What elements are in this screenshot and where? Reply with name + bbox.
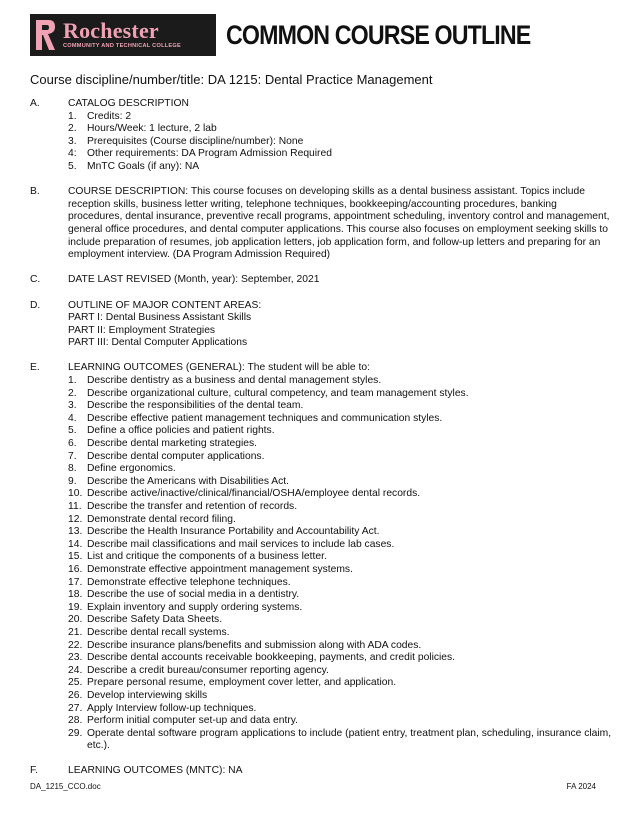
section-letter: A. [30,98,40,109]
outcome-text: Operate dental software program applications to include (patient entry, treatment plan, scheduling, insurance claim, etc.). [87,727,612,752]
outcome-item [68,640,612,653]
footer-filename: DA_1215_CCO.doc [30,782,101,791]
outcome-number: 28. [68,715,83,727]
outcome-text: List and critique the components of a business letter. [87,551,327,563]
footer-term: FA 2024 [566,782,596,791]
outcome-text: Describe dental recall systems. [87,626,230,638]
outcome-text: Apply Interview follow-up techniques. [87,702,257,714]
section-letter: E. [30,362,40,374]
list-item: 5. MnTC Goals (if any): NA [68,160,200,172]
page-header [30,14,580,56]
outcome-number: 13. [68,526,83,538]
section-letter: D. [30,299,41,311]
outcome-number: 27. [68,702,83,714]
outcome-item [68,488,612,501]
outcome-item [68,602,612,615]
logo-emblem-icon [30,14,60,56]
outcome-text: Describe mail classifications and mail services to include lab cases. [87,538,395,550]
outcome-number: 1. [68,375,77,387]
outcome-text: Describe active/inactive/clinical/financial/OSHA/employee dental records. [87,488,421,500]
outcome-number: 15. [68,551,83,563]
logo-subtitle: COMMUNITY AND TECHNICAL COLLEGE [63,43,181,49]
outcome-text: Describe organizational culture, cultural competency, and team management styles. [87,387,469,399]
section-letter: B. [30,186,40,198]
outcome-text: Prepare personal resume, employment cover letter, and application. [87,677,397,689]
outcome-number: 22. [68,639,83,651]
catalog-list [68,111,612,174]
outcome-text: Describe the transfer and retention of records. [87,501,298,512]
outcome-item [68,551,612,564]
outcome-number: 19. [68,601,83,613]
outcome-number: 16. [68,563,83,575]
section-letter: C. [30,274,41,286]
outcome-text: Demonstrate effective appointment management systems. [87,563,353,575]
outcome-item [68,665,612,678]
outcome-number: 29. [68,727,83,739]
outcome-text: Describe the Americans with Disabilities Act. [87,475,290,487]
outcome-item [68,614,612,627]
mntc-outcomes: LEARNING OUTCOMES (MNTC): NA [68,765,243,777]
learning-outcomes-list [68,375,612,753]
date-last-revised: DATE LAST REVISED (Month, year): September, 2021 [68,274,320,286]
outcome-item [68,589,612,602]
outcome-text: Describe dentistry as a business and dental management styles. [87,375,382,387]
section-title: OUTLINE OF MAJOR CONTENT AREAS: [68,299,262,311]
outcome-item [68,577,612,590]
outcome-item [68,514,612,527]
list-item: 3. Prerequisites (Course discipline/number): None [68,135,304,147]
outcome-item [68,501,612,514]
outcome-text: Describe dental marketing strategies. [87,438,257,450]
outcome-item [68,375,612,388]
outcome-item [68,476,612,489]
content-part: PART II: Employment Strategies [68,324,216,336]
outcome-item [68,539,612,552]
outcome-item [68,564,612,577]
outline-body [30,98,612,791]
outcome-number: 23. [68,652,83,664]
outcome-text: Describe a credit bureau/consumer reporting agency. [87,664,329,676]
outcome-text: Develop interviewing skills [87,689,208,701]
section-d [30,300,612,350]
course-description: COURSE DESCRIPTION: This course focuses on developing skills as a dental business assistant. Topics include reception skills, business letter writing, telephone techniques, bookkeeping/accounting procedures, banking procedures, dental insurance, preventive recall programs, appointment scheduling, inventory control and management, general office procedures, and dental computer applications. This course also focuses on employment seeking skills to include preparation of resumes, job application letters, job application form, and follow-up letters and preparing for an employment interview. (DA Program Admission Required) [68,186,610,261]
section-e [30,362,612,752]
outcome-number: 11. [68,501,82,512]
outcome-number: 7. [68,450,77,462]
outcome-item [68,400,612,413]
document-title: COMMON COURSE OUTLINE [226,19,531,50]
outcome-number: 10. [68,488,83,500]
list-item: 4: Other requirements: DA Program Admission Required [68,148,332,160]
outcome-item [68,703,612,716]
college-logo [30,14,216,56]
outcome-item [68,690,612,703]
outcome-number: 2. [68,387,77,399]
outcome-number: 4. [68,412,77,424]
outcome-item [68,463,612,476]
outcome-item [68,438,612,451]
outcome-item [68,677,612,690]
outcome-item [68,627,612,640]
logo-name: Rochester [63,18,159,43]
outcome-item [68,526,612,539]
section-title: CATALOG DESCRIPTION [68,98,189,109]
outcome-number: 8. [68,463,77,475]
section-b [30,186,612,262]
outcome-text: Define ergonomics. [87,463,176,475]
outcome-number: 17. [68,576,83,588]
outcome-text: Describe dental accounts receivable bookkeeping, payments, and credit policies. [87,652,456,664]
list-item: 2. Hours/Week: 1 lecture, 2 lab [68,123,217,135]
outcome-number: 25. [68,677,83,689]
outcome-number: 12. [68,513,83,525]
outcome-number: 20. [68,614,83,626]
outcome-text: Perform initial computer set-up and data entry. [87,715,298,727]
outcome-item [68,425,612,438]
content-part: PART III: Dental Computer Applications [68,337,248,349]
outcome-number: 21. [68,626,83,638]
list-item: 1. Credits: 2 [68,110,132,122]
outcome-text: Describe the use of social media in a dentistry. [87,589,300,601]
section-title: LEARNING OUTCOMES (GENERAL): The student will be able to: [68,362,370,374]
outcome-text: Describe the responsibilities of the dental team. [87,400,304,412]
outcome-item [68,728,612,753]
outcome-text: Explain inventory and supply ordering systems. [87,601,303,613]
outcome-number: 5. [68,425,77,437]
section-a [30,98,612,174]
outcome-text: Describe the Health Insurance Portability and Accountability Act. [87,526,380,538]
outcome-text: Demonstrate dental record filing. [87,513,236,525]
outcome-text: Describe insurance plans/benefits and submission along with ADA codes. [87,639,422,651]
section-letter: F. [30,765,39,777]
outcome-text: Demonstrate effective telephone techniques. [87,576,291,588]
outcome-number: 26. [68,689,83,701]
outcome-text: Describe dental computer applications. [87,450,265,462]
outcome-item [68,413,612,426]
outcome-text: Describe effective patient management techniques and communication styles. [87,412,443,424]
outcome-number: 9. [68,475,77,487]
content-part: PART I: Dental Business Assistant Skills [68,312,252,324]
logo-text [60,14,216,56]
outcome-number: 24. [68,664,83,676]
outcome-item [68,451,612,464]
outcome-text: Describe Safety Data Sheets. [87,614,223,626]
outcome-number: 3. [68,400,77,412]
outcome-item [68,652,612,665]
outcome-text: Define a office policies and patient rights. [87,425,275,437]
outcome-number: 14. [68,538,83,550]
outcome-item [68,715,612,728]
outcome-number: 18. [68,589,83,601]
outcome-item [68,388,612,401]
section-c [30,274,612,287]
section-f [30,765,612,778]
course-title-line: Course discipline/number/title: DA 1215: Dental Practice Management [30,72,433,87]
outcome-number: 6. [68,438,77,450]
